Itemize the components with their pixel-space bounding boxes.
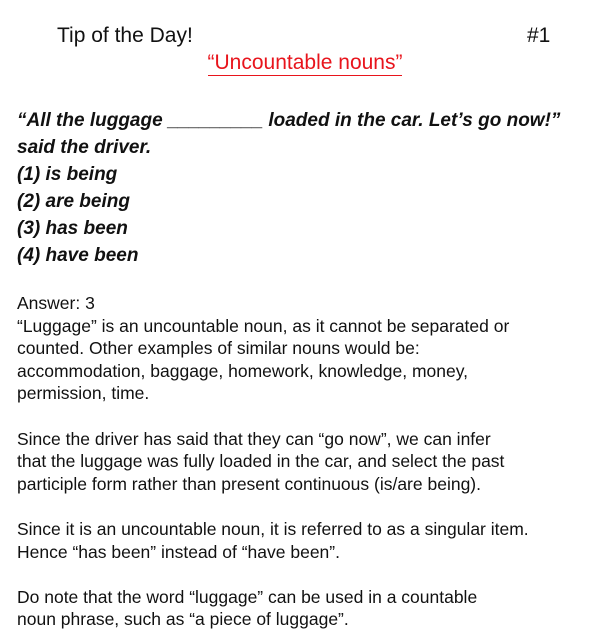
- text-line: participle form rather than present continuous (is/are being).: [17, 473, 481, 494]
- option-1: (1) is being: [17, 164, 118, 185]
- text-line: Hence “has been” instead of “have been”.: [17, 541, 340, 562]
- explanation-paragraph: [17, 428, 607, 496]
- explanation-paragraph: [17, 315, 607, 405]
- text-line: noun phrase, such as “a piece of luggage”.: [17, 609, 349, 630]
- question-block: [17, 107, 560, 269]
- text-line: “Luggage” is an uncountable noun, as it cannot be separated or: [17, 315, 510, 336]
- answer-label: Answer: 3: [17, 293, 95, 313]
- topic-text: “Uncountable nouns”: [207, 51, 403, 74]
- explanation-paragraph: [17, 518, 607, 563]
- question-line: said the driver.: [17, 137, 152, 158]
- text-line: Since the driver has said that they can “go now”, we can infer: [17, 428, 491, 449]
- option-2: (2) are being: [17, 191, 130, 212]
- text-line: counted. Other examples of similar nouns would be:: [17, 338, 420, 359]
- option-4: (4) have been: [17, 245, 139, 266]
- text-line: Since it is an uncountable noun, it is referred to as a singular item.: [17, 518, 529, 539]
- page-title: Tip of the Day!: [57, 24, 193, 47]
- option-3: (3) has been: [17, 218, 128, 239]
- answer-block: [17, 292, 607, 631]
- explanation-paragraph: [17, 586, 607, 631]
- text-line: that the luggage was fully loaded in the car, and select the past: [17, 451, 505, 472]
- text-line: accommodation, baggage, homework, knowledge, money,: [17, 360, 469, 381]
- text-line: Do note that the word “luggage” can be used in a countable: [17, 586, 478, 607]
- question-line: “All the luggage _________ loaded in the car. Let’s go now!”: [17, 110, 561, 131]
- tip-number: #1: [527, 24, 551, 47]
- topic-heading: [0, 51, 610, 75]
- text-line: permission, time.: [17, 383, 150, 404]
